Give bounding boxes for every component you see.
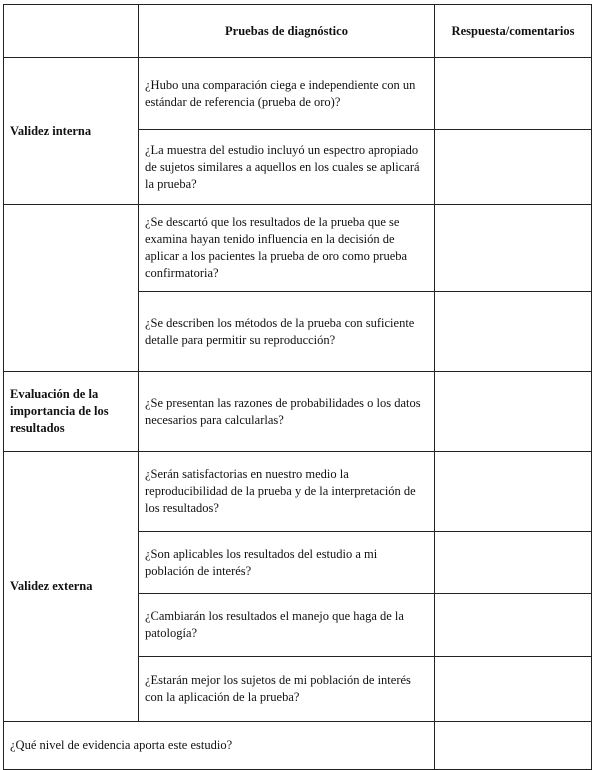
table-row (4, 452, 592, 532)
question-cell: ¿Hubo una comparación ciega e independiente con un estándar de referencia (prueba de oro)? (139, 58, 435, 130)
table-row (4, 58, 592, 130)
question-cell: ¿Cambiarán los resultados el manejo que haga de la patología? (139, 594, 435, 657)
group-external-validity: Validez externa (4, 452, 139, 722)
question-cell: ¿Serán satisfactorias en nuestro medio la reproducibilidad de la prueba y de la interpretación de los resultados? (139, 452, 435, 532)
response-cell[interactable] (435, 292, 592, 372)
header-response: Respuesta/comentarios (435, 5, 592, 58)
group-results-importance: Evaluación de la importancia de los resultados (4, 372, 139, 452)
response-cell[interactable] (435, 532, 592, 594)
appraisal-table (3, 4, 592, 770)
response-cell[interactable] (435, 452, 592, 532)
response-cell[interactable] (435, 205, 592, 292)
response-cell[interactable] (435, 372, 592, 452)
question-cell: ¿Estarán mejor los sujetos de mi población de interés con la aplicación de la prueba? (139, 657, 435, 722)
question-cell: ¿Se describen los métodos de la prueba con suficiente detalle para permitir su reproducción? (139, 292, 435, 372)
response-cell[interactable] (435, 58, 592, 130)
question-cell: ¿Se descartó que los resultados de la prueba que se examina hayan tenido influencia en la decisión de aplicar a los pacientes la prueba de oro como prueba confirmatoria? (139, 205, 435, 292)
question-cell: ¿La muestra del estudio incluyó un espectro apropiado de sujetos similares a aquellos en los cuales se aplicará la prueba? (139, 130, 435, 205)
question-cell: ¿Son aplicables los resultados del estudio a mi población de interés? (139, 532, 435, 594)
header-tests: Pruebas de diagnóstico (139, 5, 435, 58)
response-cell[interactable] (435, 130, 592, 205)
table-row-final (4, 722, 592, 770)
header-row (4, 5, 592, 58)
final-question: ¿Qué nivel de evidencia aporta este estudio? (4, 722, 435, 770)
response-cell[interactable] (435, 722, 592, 770)
response-cell[interactable] (435, 594, 592, 657)
response-cell[interactable] (435, 657, 592, 722)
question-cell: ¿Se presentan las razones de probabilidades o los datos necesarios para calcularlas? (139, 372, 435, 452)
table-row (4, 372, 592, 452)
group-internal-validity: Validez interna (4, 58, 139, 205)
group-blank-cell (4, 205, 139, 372)
header-blank (4, 5, 139, 58)
table-row (4, 205, 592, 292)
